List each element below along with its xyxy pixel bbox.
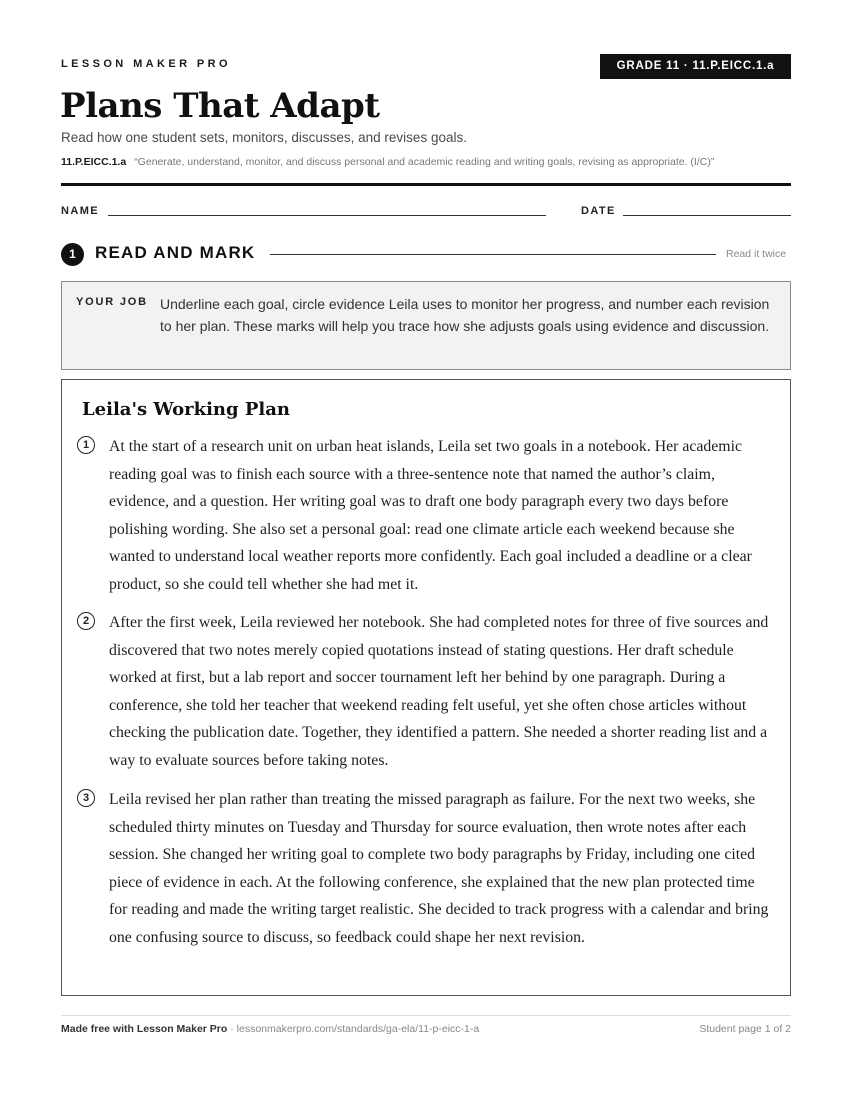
passage-paragraph-2: After the first week, Leila reviewed her notebook. She had completed notes for three of five sources and discovered that two notes merely copied quotations instead of stating questions. Her draft schedule worked at first, but a lab report and soccer tournament left her behind by one paragraph. During a conference, she told her teacher that weekend reading felt useful, yet she often chose articles without checking the publication date. Together, they identified a pattern. She needed a shorter reading list and a way to evaluate sources before taking notes.: [109, 614, 769, 769]
footer-made-with: Made free with Lesson Maker Pro: [61, 1023, 228, 1035]
grade-badge: GRADE 11 · 11.P.EICC.1.a: [600, 54, 791, 79]
section-note: Read it twice: [726, 248, 787, 260]
passage-box: [61, 379, 791, 996]
page-title: Plans That Adapt: [60, 86, 380, 126]
job-instructions: Underline each goal, circle evidence Leila uses to monitor her progress, and number each revision to her plan. These marks will help you trace how she adjusts goals using evidence and discussion.: [160, 296, 770, 334]
job-label: YOUR JOB: [76, 296, 148, 308]
footer-credit: [61, 1023, 479, 1035]
date-label: DATE: [581, 205, 616, 217]
section-number-badge: 1: [61, 243, 84, 266]
footer-url[interactable]: · lessonmakerpro.com/standards/ga-ela/11-p-eicc-1-a: [227, 1023, 480, 1035]
header-divider: [61, 183, 791, 186]
standard-text: “Generate, understand, monitor, and discuss personal and academic reading and writing goals, revising as appropriate. (I/C)”: [134, 156, 715, 168]
standard-code: 11.P.EICC.1.a: [61, 156, 127, 168]
section-title: READ AND MARK: [95, 243, 256, 262]
paragraph-marker-1: 1: [77, 436, 95, 454]
name-field-line[interactable]: [108, 215, 546, 216]
footer-page-number: Student page 1 of 2: [699, 1023, 791, 1035]
paragraph-marker-3: 3: [77, 789, 95, 807]
footer-divider: [61, 1015, 791, 1016]
paragraph-marker-2: 2: [77, 612, 95, 630]
brand-name: LESSON MAKER PRO: [61, 58, 231, 70]
job-box: [61, 281, 791, 370]
date-field-line[interactable]: [623, 215, 791, 216]
section-divider: [270, 254, 716, 255]
name-label: NAME: [61, 205, 99, 217]
page-subtitle: Read how one student sets, monitors, discusses, and revises goals.: [61, 130, 467, 145]
passage-paragraph-1: At the start of a research unit on urban heat islands, Leila set two goals in a notebook. Her academic reading goal was to finish each source with a three-sentence note that named the author’s claim, evidence, and a question. Her writing goal was to draft one body paragraph every two days before polishing wording. She also set a personal goal: read one climate article each weekend because she wanted to understand local weather reports more confidently. Each goal included a deadline or a clear product, so she could tell whether she had met it.: [109, 438, 752, 593]
passage-title: Leila's Working Plan: [82, 399, 290, 420]
standard-line: [61, 156, 791, 168]
passage-paragraph-3: Leila revised her plan rather than treating the missed paragraph as failure. For the next two weeks, she scheduled thirty minutes on Tuesday and Thursday for source evaluation, then wrote notes after each session. She changed her writing goal to complete two body paragraphs by Friday, including one cited piece of evidence in each. At the following conference, she explained that the new plan protected time for reading and made the writing target realistic. She decided to track progress with a calendar and bring one confusing source to discuss, so feedback could shape her next revision.: [109, 791, 769, 946]
